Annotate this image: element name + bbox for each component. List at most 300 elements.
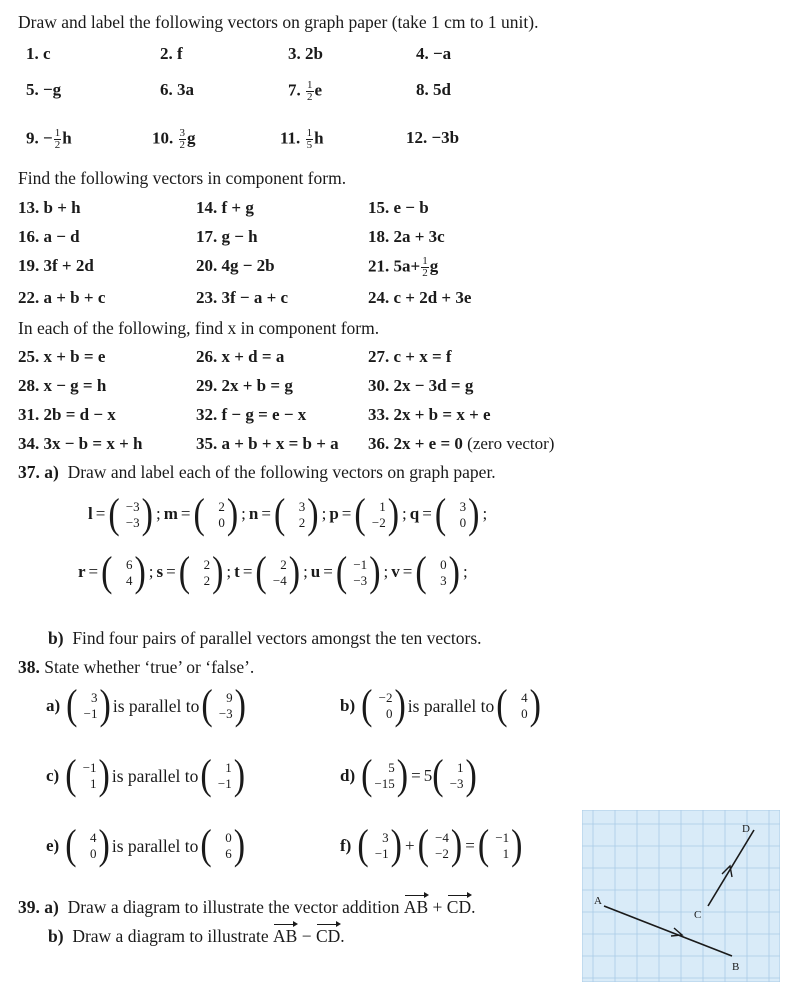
fraction-numerator: 1 — [306, 127, 313, 139]
vector-bottom: −1 — [374, 846, 389, 861]
equals-sign: = — [95, 503, 106, 523]
right-paren: ) — [141, 491, 153, 538]
vector-expression: 3a — [177, 80, 194, 99]
vector-bottom: 1 — [502, 846, 510, 861]
fraction-numerator: 1 — [54, 127, 61, 139]
left-paren: ( — [357, 822, 369, 869]
column-vector — [200, 822, 246, 869]
vector-bottom: −1 — [83, 706, 98, 721]
left-paren: ( — [178, 549, 191, 596]
right-paren: ) — [98, 752, 110, 799]
vector-components — [508, 690, 530, 722]
item-number: 29. — [196, 376, 218, 395]
exercise-item — [196, 347, 284, 367]
equation: 3x − b = x + h — [43, 434, 143, 453]
vector-bottom: 1 — [90, 776, 97, 791]
left-paren: ( — [354, 491, 366, 538]
right-paren: ) — [226, 491, 239, 538]
vector-CD: CD — [447, 894, 471, 917]
left-paren: ( — [415, 549, 427, 596]
separator: ; — [241, 503, 246, 523]
equation: c + x = f — [393, 347, 452, 366]
column-vector — [66, 682, 111, 729]
vector-name: q — [409, 503, 420, 523]
right-paren: ) — [448, 549, 460, 596]
column-vector-p — [354, 491, 400, 538]
exercise-item — [368, 376, 473, 396]
vector-top: 4 — [521, 690, 528, 705]
point-label-C: C — [694, 909, 702, 921]
right-paren: ) — [234, 682, 246, 729]
fraction-numerator: 1 — [422, 255, 428, 267]
item-number: 30. — [368, 376, 390, 395]
vector-top: 3 — [298, 499, 306, 514]
exercise-item — [368, 288, 471, 308]
part-label: f) — [340, 836, 352, 855]
vector-name: u — [310, 561, 321, 581]
vector-bottom: 0 — [385, 706, 393, 721]
left-paren: ( — [65, 822, 77, 869]
exercise-item — [368, 434, 554, 454]
vector-expression: 3f + 2d — [43, 256, 94, 275]
question-text: Draw and label each of the following vectors on graph paper. — [67, 462, 496, 482]
column-vector — [496, 682, 541, 729]
vector-AB: AB — [404, 894, 428, 917]
vector-components — [372, 690, 394, 722]
equals-sign: = — [166, 561, 176, 581]
item-number: 1. — [26, 44, 39, 63]
equation: 2x − 3d = g — [393, 376, 474, 395]
item-number: 8. — [416, 80, 429, 99]
vector-components — [489, 830, 511, 862]
vector-components — [369, 830, 391, 862]
item-number: 19. — [18, 256, 40, 275]
fraction-denominator: 2 — [307, 91, 313, 103]
vector-expression: g − h — [221, 227, 258, 246]
separator: ; — [148, 561, 154, 581]
vector-components — [212, 760, 234, 792]
item-number: 25. — [18, 347, 40, 366]
scalar: 5 — [423, 766, 433, 785]
vector-top: 3 — [382, 830, 389, 845]
exercise-item — [26, 44, 51, 64]
vector-expression: b + h — [43, 198, 81, 217]
item-number: 10. — [152, 128, 174, 148]
question-38-part-a — [46, 682, 246, 730]
left-paren: ( — [201, 682, 213, 729]
vector-bottom: −3 — [218, 706, 233, 721]
parallel-text: is parallel to — [111, 766, 199, 786]
separator: ; — [321, 503, 327, 523]
left-paren: ( — [101, 549, 113, 596]
vector-bottom: 0 — [90, 846, 97, 861]
vector-bottom: 2 — [203, 573, 211, 588]
part-label: a) — [44, 897, 59, 917]
right-paren: ) — [369, 549, 381, 596]
left-paren: ( — [361, 682, 373, 729]
right-paren: ) — [307, 491, 319, 538]
equation: a + b + x = b + a — [221, 434, 339, 453]
right-paren: ) — [511, 822, 523, 869]
vector-top: 4 — [90, 830, 97, 845]
vector-components — [212, 830, 234, 862]
vector-components — [366, 499, 388, 531]
column-vector-m — [193, 491, 239, 538]
vector-name: r — [78, 561, 86, 581]
item-number: 32. — [196, 405, 218, 424]
vector-expression: h — [314, 128, 324, 148]
vector-components — [446, 499, 468, 531]
question-38-part-d — [340, 752, 477, 800]
exercise-item — [18, 198, 81, 218]
right-paren: ) — [387, 491, 400, 538]
item-number: 28. — [18, 376, 40, 395]
column-vector-l — [108, 491, 153, 538]
vector-expression: 5d — [433, 80, 451, 99]
exercise-item — [196, 256, 275, 276]
equation: x + d = a — [221, 347, 285, 366]
vector-components — [120, 499, 142, 531]
vector-name: n — [248, 503, 259, 523]
right-paren: ) — [465, 752, 477, 799]
column-vector — [417, 822, 463, 869]
equation: f − g = e − x — [221, 405, 307, 424]
item-number: 33. — [368, 405, 390, 424]
minus-sign: − — [43, 128, 53, 148]
column-vector-r — [101, 549, 146, 596]
exercise-item — [18, 256, 94, 276]
vector-expression: −3b — [431, 128, 460, 147]
exercise-item — [196, 376, 293, 396]
item-number: 27. — [368, 347, 390, 366]
exercise-item — [26, 80, 61, 100]
item-number: 20. — [196, 256, 218, 275]
left-paren: ( — [417, 822, 429, 869]
vector-top: 2 — [280, 557, 287, 572]
column-vector-n — [273, 491, 319, 538]
item-number: 26. — [196, 347, 218, 366]
fraction — [54, 128, 62, 151]
vector-components — [112, 557, 134, 589]
column-vector — [361, 752, 409, 799]
vector-expression: a − d — [43, 227, 80, 246]
item-number: 34. — [18, 434, 40, 453]
item-number: 7. — [288, 80, 301, 100]
vector-bottom: 0 — [459, 515, 467, 530]
item-number: 13. — [18, 198, 40, 217]
parallel-text: is parallel to — [112, 696, 200, 716]
item-number: 35. — [196, 434, 218, 453]
fraction-denominator: 2 — [54, 139, 61, 151]
exercise-item — [196, 405, 306, 425]
separator: ; — [155, 503, 161, 523]
point-label-A: A — [594, 895, 602, 907]
vector-top: 3 — [459, 499, 467, 514]
vector-bottom: 0 — [218, 515, 225, 530]
vector-top: −4 — [435, 830, 449, 845]
left-paren: ( — [255, 549, 267, 596]
vector-name: s — [156, 561, 164, 581]
part-label: b) — [340, 696, 356, 715]
right-paren: ) — [450, 822, 463, 869]
part-label: a) — [44, 462, 59, 482]
column-vector-u — [335, 549, 381, 596]
exercise-item — [416, 44, 451, 64]
left-paren: ( — [65, 752, 77, 799]
vector-components — [213, 690, 235, 722]
exercise-item — [368, 405, 491, 425]
item-number: 15. — [368, 198, 390, 217]
part-label: e) — [46, 836, 60, 855]
vector-bottom: 6 — [225, 846, 232, 861]
equals-sign: = — [323, 561, 333, 581]
right-paren: ) — [394, 682, 406, 729]
vector-components — [372, 760, 396, 792]
vector-name: l — [88, 503, 93, 523]
part-label: b) — [48, 628, 64, 648]
question-text: Find four pairs of parallel vectors amongst the ten vectors. — [72, 628, 482, 648]
item-number: 14. — [196, 198, 218, 217]
question-38-part-b — [340, 682, 541, 730]
exercise-item — [416, 80, 451, 100]
vector-definitions-row-1 — [88, 491, 490, 546]
operator: − — [301, 926, 312, 946]
item-number: 18. — [368, 227, 390, 246]
question-39-a — [18, 894, 475, 917]
item-number: 22. — [18, 288, 40, 307]
equals-sign: = — [465, 836, 475, 855]
column-vector — [65, 822, 110, 869]
vector-components — [347, 557, 369, 589]
exercise-item — [288, 80, 322, 103]
exercise-item — [196, 288, 288, 308]
item-number: 3. — [288, 44, 301, 63]
exercise-item — [368, 347, 452, 367]
column-vector — [357, 822, 402, 869]
question-number: 38. — [18, 657, 40, 677]
item-number: 36. — [368, 434, 390, 453]
vector-definitions-row-2 — [78, 549, 471, 604]
plus-sign: + — [404, 836, 415, 855]
equals-sign: = — [88, 561, 99, 581]
vector-bottom: −4 — [272, 573, 287, 588]
item-number: 6. — [160, 80, 173, 99]
question-text: State whether ‘true’ or ‘false’. — [44, 657, 255, 677]
left-paren: ( — [361, 752, 373, 799]
equation: 2x + b = x + e — [393, 405, 491, 424]
vector-expression: f — [177, 44, 183, 63]
column-vector — [432, 752, 477, 799]
fraction-denominator: 5 — [306, 139, 313, 151]
instruction-draw-vectors: Draw and label the following vectors on graph paper (take 1 cm to 1 unit). — [18, 12, 539, 32]
part-label: a) — [46, 696, 61, 715]
separator: ; — [402, 503, 407, 523]
exercise-item — [288, 44, 323, 64]
vector-expression: e — [314, 80, 323, 100]
left-paren: ( — [477, 822, 490, 869]
period: . — [471, 897, 476, 917]
vector-top: 1 — [457, 760, 464, 775]
fraction-numerator: 3 — [179, 127, 185, 139]
exercise-item — [18, 288, 105, 308]
column-vector-s — [178, 549, 224, 596]
column-vector-q — [434, 491, 480, 538]
vector-AB: AB — [273, 923, 297, 946]
point-label-B: B — [732, 961, 740, 973]
exercise-item — [368, 227, 445, 247]
exercise-item — [26, 128, 72, 151]
exercise-item — [368, 256, 438, 279]
left-paren: ( — [273, 491, 286, 538]
equals-sign: = — [341, 503, 352, 523]
separator: ; — [463, 561, 468, 581]
vector-top: −1 — [353, 557, 368, 572]
fraction — [306, 128, 314, 151]
right-paren: ) — [212, 549, 224, 596]
vector-bottom: −3 — [353, 573, 368, 588]
vector-bottom: −2 — [435, 846, 449, 861]
vector-components — [267, 557, 289, 589]
left-paren: ( — [432, 752, 444, 799]
separator: ; — [482, 503, 488, 523]
right-paren: ) — [98, 822, 110, 869]
vector-top: 0 — [225, 830, 232, 845]
vector-name: t — [234, 561, 240, 581]
equation: x − g = h — [43, 376, 107, 395]
question-text: Draw a diagram to illustrate — [72, 926, 269, 946]
vector-expression: c + 2d + 3e — [393, 288, 472, 307]
fraction — [306, 80, 314, 103]
item-number: 12. — [406, 128, 428, 147]
parallel-text: is parallel to — [407, 696, 495, 716]
question-37-a — [18, 462, 496, 482]
column-vector-t — [255, 549, 301, 596]
vector-bottom: −3 — [449, 776, 464, 791]
column-vector — [361, 682, 406, 729]
vector-expression: 4g − 2b — [221, 256, 275, 275]
vector-components — [78, 690, 100, 722]
vector-expression: −a — [433, 44, 452, 63]
fraction — [179, 128, 187, 151]
vector-components — [285, 499, 307, 531]
right-paren: ) — [233, 752, 246, 799]
vector-expression: e − b — [393, 198, 429, 217]
item-number: 9. — [26, 128, 39, 148]
part-label: c) — [46, 766, 60, 785]
vector-top: 2 — [218, 499, 225, 514]
equation-note: (zero vector) — [462, 434, 555, 453]
right-paren: ) — [529, 682, 541, 729]
exercise-item — [368, 198, 429, 218]
column-vector — [200, 752, 246, 799]
exercise-item — [18, 405, 116, 425]
vector-top: 2 — [203, 557, 211, 572]
vector-expression-tail: g — [429, 256, 439, 276]
vector-components — [429, 830, 451, 862]
left-paren: ( — [496, 682, 508, 729]
vector-expression: h — [62, 128, 72, 148]
equation: 2x + b = g — [221, 376, 293, 395]
column-vector-v — [415, 549, 460, 596]
exercise-item — [152, 128, 196, 151]
exercise-item — [196, 434, 339, 454]
exercise-item — [18, 347, 105, 367]
vector-bottom: 0 — [521, 706, 528, 721]
vector-top: 6 — [125, 557, 133, 572]
question-37-b — [48, 628, 482, 648]
fraction-numerator: 1 — [307, 79, 313, 91]
fraction — [421, 256, 429, 279]
vector-components — [77, 830, 99, 862]
vector-bottom: 3 — [440, 573, 447, 588]
right-paren: ) — [134, 549, 146, 596]
vector-expression: −g — [43, 80, 62, 99]
vector-bottom: −2 — [371, 515, 386, 530]
equals-sign: = — [411, 766, 421, 785]
fraction-denominator: 2 — [422, 267, 428, 279]
vector-expression: f + g — [221, 198, 254, 217]
period: . — [340, 926, 345, 946]
vector-top: 1 — [379, 499, 386, 514]
vector-expression: a + b + c — [43, 288, 106, 307]
left-paren: ( — [193, 491, 205, 538]
vector-name: p — [329, 503, 339, 523]
question-number: 39. — [18, 897, 40, 917]
parallel-text: is parallel to — [111, 836, 199, 856]
vector-top: 3 — [91, 690, 98, 705]
right-paren: ) — [233, 822, 246, 869]
fraction-denominator: 2 — [179, 139, 185, 151]
vector-expression: c — [43, 44, 51, 63]
exercise-item — [196, 227, 258, 247]
vector-top: 5 — [388, 760, 395, 775]
column-vector — [477, 822, 523, 869]
vector-expression: 2a + 3c — [393, 227, 445, 246]
equation: 2b = d − x — [43, 405, 116, 424]
vector-top: −1 — [82, 760, 97, 775]
exercise-item — [280, 128, 324, 151]
question-38 — [18, 657, 254, 677]
left-paren: ( — [200, 822, 212, 869]
point-label-D: D — [742, 823, 750, 835]
vector-bottom: −1 — [217, 776, 232, 791]
vector-top: 1 — [225, 760, 232, 775]
exercise-item — [18, 227, 80, 247]
left-paren: ( — [108, 491, 120, 538]
item-number: 24. — [368, 288, 390, 307]
vector-name: v — [391, 561, 400, 581]
operator: + — [432, 897, 443, 917]
vector-components — [427, 557, 449, 589]
vector-bottom: 2 — [298, 515, 306, 530]
right-paren: ) — [99, 682, 111, 729]
question-38-part-e — [46, 822, 245, 870]
vector-top: −3 — [125, 499, 140, 514]
left-paren: ( — [200, 752, 212, 799]
vector-expression: g — [187, 128, 196, 148]
item-number: 4. — [416, 44, 429, 63]
column-vector — [65, 752, 110, 799]
question-38-part-c — [46, 752, 245, 800]
question-38-part-f — [340, 822, 522, 870]
question-39-b — [48, 923, 345, 946]
item-number: 17. — [196, 227, 218, 246]
left-paren: ( — [434, 491, 447, 538]
vector-expression: 2b — [305, 44, 323, 63]
vector-CD: CD — [316, 923, 340, 946]
left-paren: ( — [66, 682, 78, 729]
vector-expression: 5a+ — [393, 256, 421, 276]
